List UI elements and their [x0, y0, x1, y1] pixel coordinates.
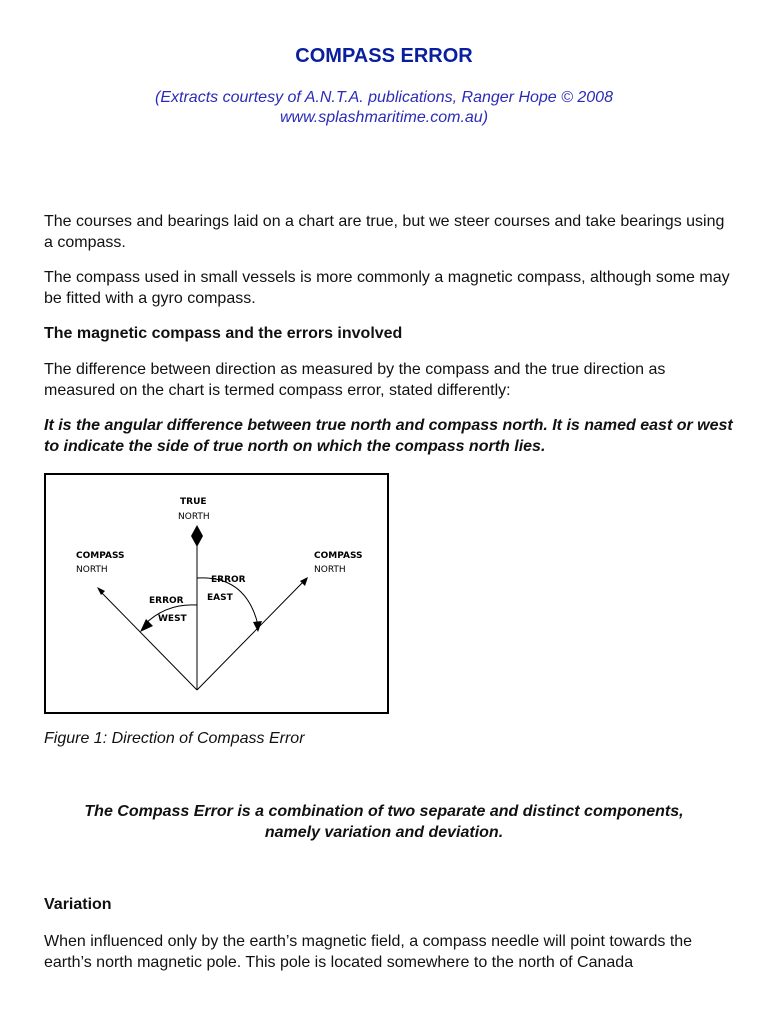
true-label: TRUE — [180, 497, 207, 507]
paragraph-variation: When influenced only by the earth’s magnetic field, a compass needle will point towards the earth’s north magnetic pole. This pole is located somewhere to the north of Canada — [44, 933, 693, 971]
compass-right-label: COMPASS — [314, 551, 363, 561]
west-arrowhead-icon — [97, 587, 105, 595]
section-heading-magnetic-compass: The magnetic compass and the errors involved — [44, 325, 403, 342]
compass-error-diagram — [46, 475, 387, 712]
east-arrowhead-icon — [300, 577, 308, 586]
section-heading-variation: Variation — [44, 896, 112, 913]
document-title: COMPASS ERROR — [295, 45, 473, 67]
document-subtitle — [0, 88, 768, 128]
subtitle-credit: (Extracts courtesy of A.N.T.A. publications, Ranger Hope © 2008 — [155, 89, 613, 106]
paragraph-compass-error: The difference between direction as measured by the compass and the true direction as measured on the chart is termed compass error, stated differently: — [44, 361, 666, 399]
error-west-label-2: WEST — [158, 614, 187, 624]
error-east-arrow-icon — [253, 621, 262, 632]
subtitle-website: www.splashmaritime.com.au) — [279, 109, 489, 126]
true-north-label: NORTH — [178, 512, 210, 522]
error-east-label-1: ERROR — [211, 575, 246, 585]
error-east-label-2: EAST — [207, 593, 233, 603]
paragraph-courses: The courses and bearings laid on a chart are true, but we steer courses and take bearings using a compass. — [44, 213, 725, 251]
true-north-diamond-icon — [191, 525, 203, 547]
compass-left-label: COMPASS — [76, 551, 125, 561]
paragraph-compass-types: The compass used in small vessels is more commonly a magnetic compass, although some may be fitted with a gyro compass. — [44, 269, 730, 307]
compass-error-figure — [44, 473, 389, 714]
summary-text: The Compass Error is a combination of two separate and distinct components, namely variation and deviation. — [84, 803, 684, 841]
definition-text: It is the angular difference between true north and compass north. It is named east or west to indicate the side of true north on which the compass north lies. — [44, 417, 733, 455]
error-west-label-1: ERROR — [149, 596, 184, 606]
figure-caption: Figure 1: Direction of Compass Error — [44, 730, 305, 747]
compass-right-north-label: NORTH — [314, 565, 346, 575]
error-west-arrow-icon — [140, 619, 153, 632]
compass-left-north-label: NORTH — [76, 565, 108, 575]
